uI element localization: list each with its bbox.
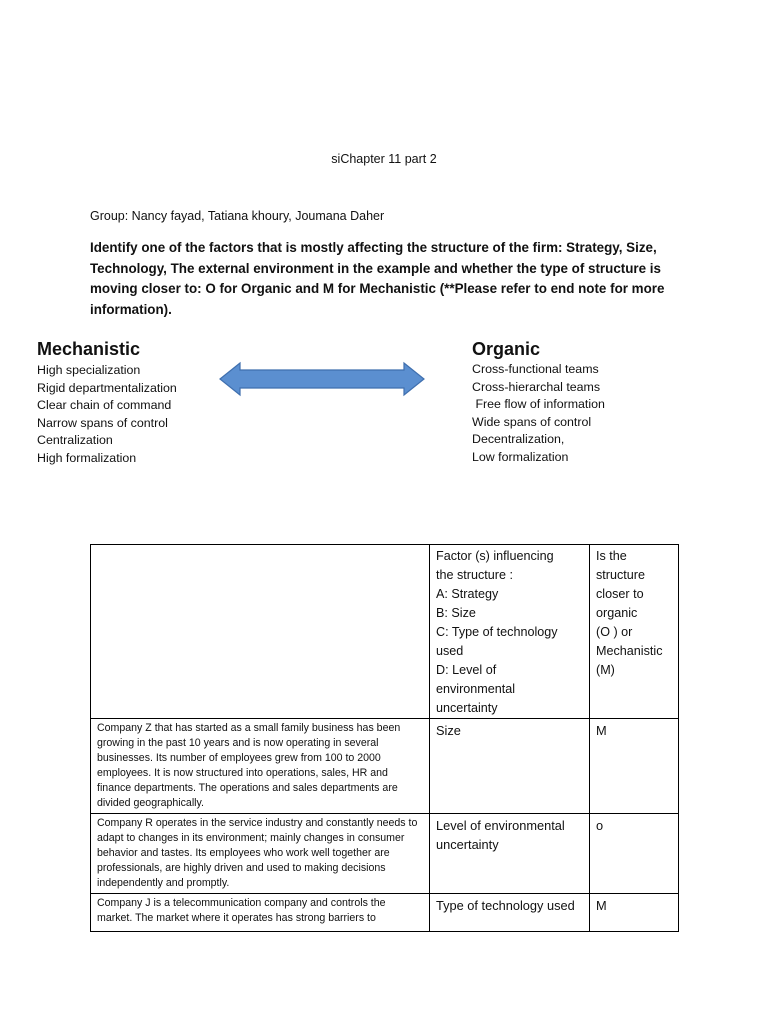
mechanistic-item: Rigid departmentalization: [37, 380, 177, 395]
table-row: [91, 719, 679, 814]
organic-list: [472, 361, 605, 466]
header-line: organic: [596, 606, 638, 620]
mechanistic-item: Centralization: [37, 433, 113, 447]
row-factor: Level of environmental uncertainty: [430, 814, 590, 894]
organic-item: Cross-hierarchal teams: [472, 379, 601, 394]
row-structure: M: [590, 719, 679, 814]
page-title: siChapter 11 part 2: [331, 152, 437, 166]
header-line: C: Type of technology: [436, 625, 558, 639]
row-factor: Size: [430, 719, 590, 814]
mechanistic-item: Clear chain of command: [37, 398, 172, 412]
header-line: structure: [596, 568, 645, 582]
header-line: Mechanistic: [596, 644, 663, 658]
organic-heading: Organic: [472, 339, 541, 359]
row-structure: M: [590, 894, 679, 932]
table-header-row: [91, 545, 679, 719]
header-line: A: Strategy: [436, 587, 499, 601]
organic-item: Low formalization: [472, 449, 569, 464]
mechanistic-item: Narrow spans of control: [37, 415, 168, 430]
row-factor: Type of technology used: [430, 894, 590, 932]
mechanistic-list: [37, 362, 177, 467]
organic-item: Wide spans of control: [472, 414, 592, 429]
factors-table: [90, 544, 679, 932]
table-row: [91, 814, 679, 894]
header-structure-cell: [590, 545, 679, 719]
organic-item: Free flow of information: [472, 397, 605, 411]
organic-item: Cross-functional teams: [472, 362, 599, 376]
header-line: closer to: [596, 587, 644, 601]
header-line: B: Size: [436, 606, 476, 620]
row-description: Company R operates in the service industry and constantly needs to adapt to changes in its environment; mainly changes in consumer behavior and tastes. Its employees who work well together are professionals, are highly driven and used to making decisions independently and promptly.: [91, 814, 430, 894]
row-structure: o: [590, 814, 679, 894]
header-line: environmental: [436, 682, 516, 696]
header-line: (O ) or: [596, 625, 633, 639]
instructions: Identify one of the factors that is mostly affecting the structure of the firm: Strategy, Size, Technology, The external environment in the example and whether the type of structure is moving closer to: O for Organic and M for Mechanistic (**Please refer to end note for more information).: [90, 240, 665, 317]
row-description: Company J is a telecommunication company and controls the market. The market where it operates has strong barriers to: [91, 894, 430, 932]
group-members: Group: Nancy fayad, Tatiana khoury, Joumana Daher: [90, 209, 385, 223]
mechanistic-heading: Mechanistic: [37, 339, 141, 359]
table-row: [91, 894, 679, 932]
header-line: used: [436, 644, 464, 658]
organic-item: Decentralization,: [472, 432, 565, 446]
header-line: Factor (s) influencing: [436, 549, 554, 563]
header-factor-cell: [430, 545, 590, 719]
header-line: the structure :: [436, 568, 513, 582]
header-line: (M): [596, 663, 615, 677]
mechanistic-item: High formalization: [37, 450, 137, 465]
header-empty-cell: [91, 545, 430, 719]
row-description: Company Z that has started as a small family business has been growing in the past 10 years and is now operating in several businesses. Its number of employees grew from 100 to 2000 employees. It is now structured into operations, sales, HR and finance departments. The operations and sales departments are divided geographically.: [91, 719, 430, 814]
mechanistic-item: High specialization: [37, 363, 141, 377]
header-line: uncertainty: [436, 701, 498, 715]
double-arrow-icon: [218, 361, 426, 397]
header-line: D: Level of: [436, 663, 497, 677]
header-line: Is the: [596, 549, 627, 563]
